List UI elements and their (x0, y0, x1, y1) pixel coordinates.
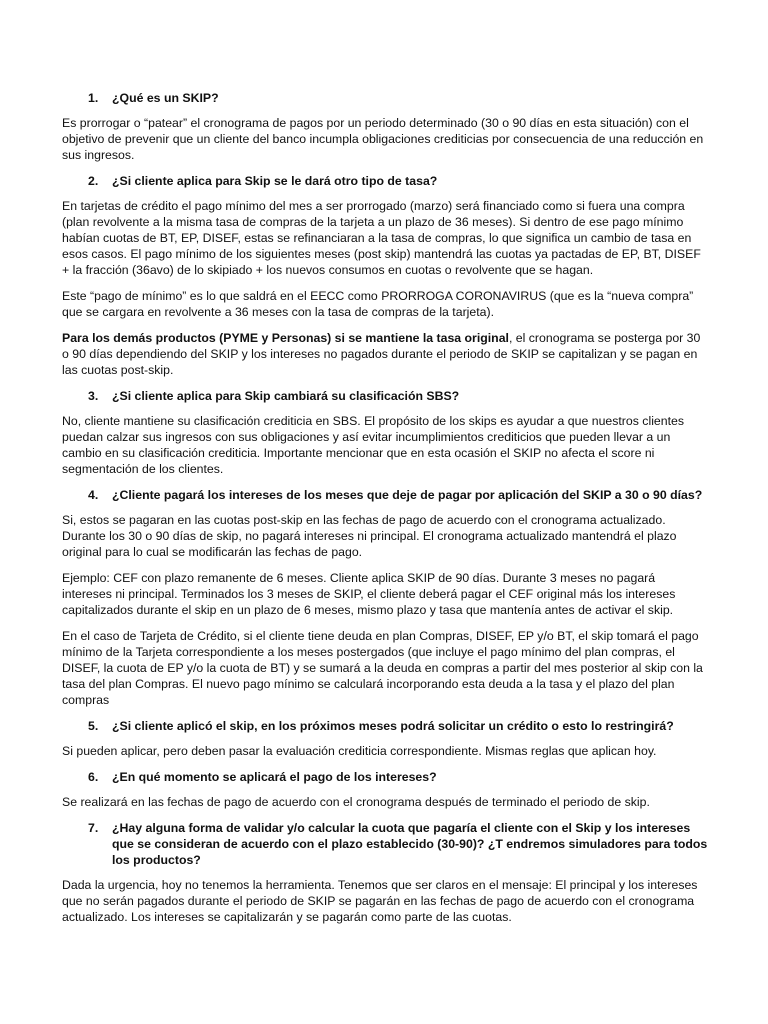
question-heading (62, 173, 708, 189)
question-number: 4. (88, 488, 99, 502)
answer-paragraph: No, cliente mantiene su clasificación crediticia en SBS. El propósito de los skips es ayudar a que nuestros clientes puedan calzar sus ingresos con sus obligaciones y así evitar incumplimientos crediticios que pueden llevar a un cambio en su clasificación crediticia. Importante mencionar que en esta ocasión el SKIP no afecta el score ni segmentación de los clientes. (62, 414, 685, 476)
question-heading (62, 718, 708, 734)
question-heading (62, 388, 708, 404)
question-text: ¿Hay alguna forma de validar y/o calcular la cuota que pagaría el cliente con el Skip y los intereses que se consideran de acuerdo con el plazo establecido (30-90)? ¿T endremos simuladores para todos los productos? (112, 821, 708, 867)
answer-paragraph: En el caso de Tarjeta de Crédito, si el cliente tiene deuda en plan Compras, DISEF, EP y/o BT, el skip tomará el pago mínimo de la Tarjeta correspondiente a los meses postergados (que incluye el pago mínimo del plan compras, el DISEF, la cuota de EP y/o la cuota de BT) y se sumará a la deuda en compras a partir del mes posterior al skip con la tasa del plan Compras. El nuevo pago mínimo se calculará incorporando esta deuda a la tasa y el plazo del plan compras (62, 629, 703, 707)
question-text: ¿En qué momento se aplicará el pago de los intereses? (112, 770, 437, 784)
question-text: ¿Si cliente aplica para Skip cambiará su clasificación SBS? (112, 389, 460, 403)
answer-text: , el cronograma se posterga por 30 o 90 días dependiendo del SKIP y los intereses no pagados durante el periodo de SKIP se capitalizan y se pagan en las cuotas post-skip. (62, 331, 701, 377)
answer-paragraph: En tarjetas de crédito el pago mínimo del mes a ser prorrogado (marzo) será financiado como si fuera una compra (plan revolvente a la misma tasa de compras de la tarjeta a un plazo de 36 meses). Si dentro de ese pago mínimo habían cuotas de BT, EP, DISEF, estas se refinanciaran a la tasa de compras, lo que significa un cambio de tasa en esos casos. El pago mínimo de los siguientes meses (post skip) mantendrá las cuotas ya pactadas de EP, BT, DISEF + la fracción (36avo) de lo skipiado + los nuevos consumos en cuotas o revolvente que se hagan. (62, 199, 701, 277)
question-text: ¿Si cliente aplicó el skip, en los próximos meses podrá solicitar un crédito o esto lo restringirá? (112, 719, 674, 733)
answer-paragraph: Este “pago de mínimo” es lo que saldrá en el EECC como PRORROGA CORONAVIRUS (que es la “nueva compra” que se cargara en revolvente a 36 meses con la tasa de compras de la tarjeta). (62, 289, 694, 319)
question-heading (62, 820, 708, 868)
question-text: ¿Qué es un SKIP? (112, 91, 219, 105)
answer-paragraph (62, 330, 708, 378)
answer-paragraph: Si pueden aplicar, pero deben pasar la evaluación crediticia correspondiente. Mismas reglas que aplican hoy. (62, 744, 657, 758)
question-number: 3. (88, 389, 99, 403)
question-number: 1. (88, 91, 99, 105)
question-heading (62, 90, 708, 106)
question-heading (62, 769, 708, 785)
question-text: ¿Si cliente aplica para Skip se le dará otro tipo de tasa? (112, 174, 438, 188)
bold-lead-text: Para los demás productos (PYME y Personas) si se mantiene la tasa original (62, 331, 509, 345)
question-text: ¿Cliente pagará los intereses de los meses que deje de pagar por aplicación del SKIP a 30 o 90 días? (112, 488, 703, 502)
answer-paragraph: Es prorrogar o “patear” el cronograma de pagos por un periodo determinado (30 o 90 días en esta situación) con el objetivo de prevenir que un cliente del banco incumpla obligaciones crediticias por consecuencia de una reducción en sus ingresos. (62, 116, 704, 162)
answer-paragraph: Ejemplo: CEF con plazo remanente de 6 meses. Cliente aplica SKIP de 90 días. Durante 3 meses no pagará intereses ni principal. Terminados los 3 meses de SKIP, el cliente deberá pagar el CEF original más los intereses capitalizados durante el skip en un plazo de 6 meses, mismo plazo y tasa que mantenía antes de activar el skip. (62, 571, 676, 617)
question-number: 7. (88, 821, 99, 835)
question-number: 2. (88, 174, 99, 188)
answer-paragraph: Si, estos se pagaran en las cuotas post-skip en las fechas de pago de acuerdo con el cronograma actualizado. Durante los 30 o 90 días de skip, no pagará intereses ni principal. El cronograma actualizado mantendrá el plazo original para lo cual se modificarán las fechas de pago. (62, 513, 677, 559)
question-number: 5. (88, 719, 99, 733)
question-heading (62, 487, 708, 503)
question-number: 6. (88, 770, 99, 784)
answer-paragraph: Se realizará en las fechas de pago de acuerdo con el cronograma después de terminado el periodo de skip. (62, 795, 650, 809)
answer-paragraph: Dada la urgencia, hoy no tenemos la herramienta. Tenemos que ser claros en el mensaje: El principal y los intereses que no serán pagados durante el periodo de SKIP se pagarán en las fechas de pago de acuerdo con el cronograma actualizado. Los intereses se capitalizarán y se pagarán como parte de las cuotas. (62, 878, 698, 924)
